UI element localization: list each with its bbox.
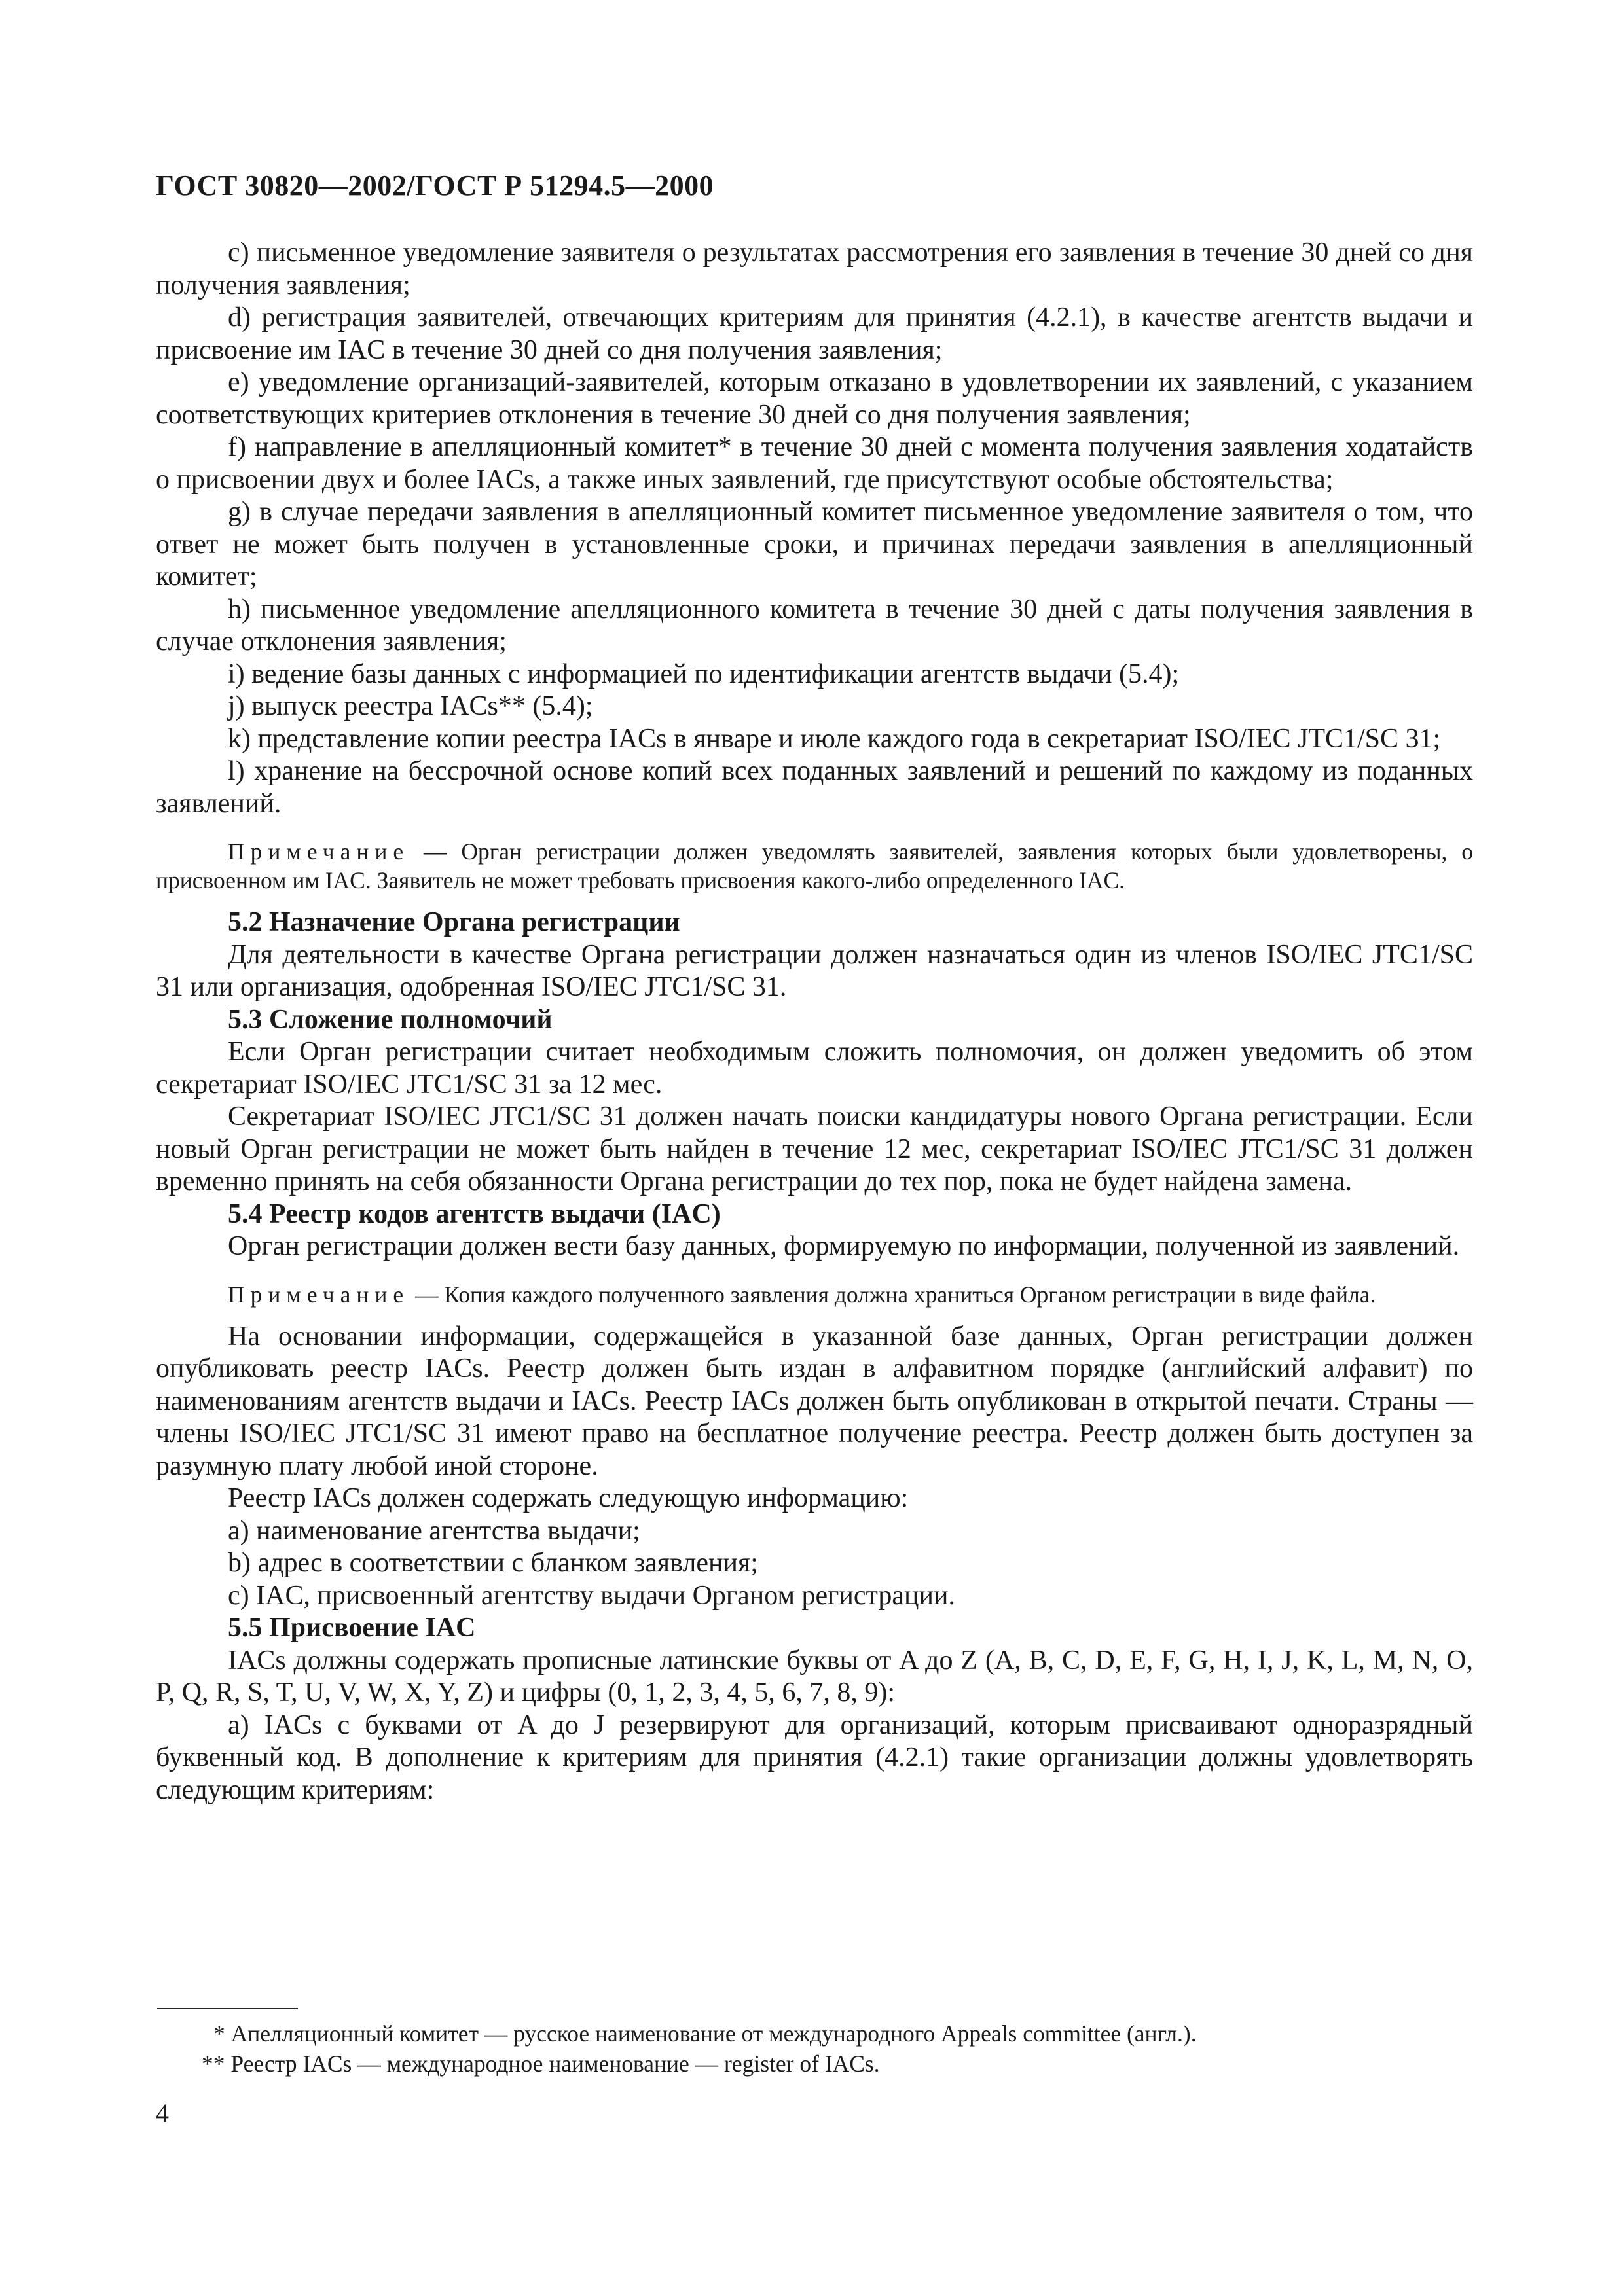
list-item-e: e) уведомление организаций-заявителей, которым отказано в удовлетворении их заявлений, с указанием соответствующих критериев отклонения в течение 30 дней со дня получения заявления; bbox=[156, 367, 1473, 430]
note-text: — Орган регистрации должен уведомлять заявителей, заявления которых были удовлетворены, о присвоенном им IAC. Заявитель не может требовать присвоения какого-либо определенного IAC. bbox=[156, 838, 1473, 893]
page-number: 4 bbox=[156, 2098, 169, 2128]
list-item-k: k) представление копии реестра IACs в январе и июле каждого года в секретариат ISO/IEC JTC1/SC 31; bbox=[228, 723, 1441, 754]
section-5-3-title: 5.3 Сложение полномочий bbox=[228, 1004, 553, 1035]
section-5-4-para-2: На основании информации, содержащейся в указанной базе данных, Орган регистрации должен опубликовать реестр IACs. Реестр должен быть издан в алфавитном порядке (английский алфавит) по наименованиям агентств выдачи и IACs. Реестр IACs должен быть опубликован в открытой печати. Страны — члены ISO/IEC JTC1/SC 31 имеют право на бесплатное получение реестра. Реестр должен быть доступен за разумную плату любой иной стороне. bbox=[156, 1321, 1473, 1481]
list-item-b: b) адрес в соответствии с бланком заявления; bbox=[228, 1548, 758, 1578]
document-body bbox=[156, 237, 1473, 1806]
section-5-4-para-1: Орган регистрации должен вести базу данных, формируемую по информации, полученной из заявлений. bbox=[228, 1231, 1460, 1261]
list-item-j: j) выпуск реестра IACs** (5.4); bbox=[228, 691, 593, 721]
list-item-d: d) регистрация заявителей, отвечающих критериям для принятия (4.2.1), в качестве агентств выдачи и присвоение им IAC в течение 30 дней со дня получения заявления; bbox=[156, 302, 1473, 365]
footnotes bbox=[156, 2018, 1473, 2079]
note-label: Примечание bbox=[228, 1281, 410, 1308]
note-label: Примечание bbox=[228, 838, 410, 865]
note-1 bbox=[156, 837, 1473, 895]
note-2 bbox=[156, 1280, 1473, 1309]
list-item-c2: c) IAC, присвоенный агентству выдачи Органом регистрации. bbox=[228, 1580, 955, 1611]
section-5-5-title: 5.5 Присвоение IAC bbox=[228, 1613, 476, 1643]
section-5-3-para-1: Если Орган регистрации считает необходимым сложить полномочия, он должен уведомить об этом секретариат ISO/IEC JTC1/SC 31 за 12 мес. bbox=[156, 1037, 1473, 1100]
section-5-4-title: 5.4 Реестр кодов агентств выдачи (IAC) bbox=[228, 1198, 721, 1229]
footnote-divider bbox=[157, 2008, 298, 2009]
note-text: — Копия каждого полученного заявления должна храниться Органом регистрации в виде файла. bbox=[409, 1281, 1376, 1308]
section-5-2-text: Для деятельности в качестве Органа регистрации должен назначаться один из членов ISO/IEC JTC1/SC 31 или организация, одобренная ISO/IEC JTC1/SC 31. bbox=[156, 939, 1473, 1002]
list-item-g: g) в случае передачи заявления в апелляционный комитет письменное уведомление заявителя о том, что ответ не может быть получен в установленные сроки, и причинах передачи заявления в апелляционный комитет; bbox=[156, 497, 1473, 592]
section-5-5-para-2: a) IACs с буквами от A до J резервируют для организаций, которым присваивают одноразрядный буквенный код. В дополнение к критериям для принятия (4.2.1) такие организации должны удовлетворять следующим критериям: bbox=[156, 1710, 1473, 1805]
list-item-a: a) наименование агентства выдачи; bbox=[228, 1515, 640, 1546]
list-item-i: i) ведение базы данных с информацией по идентификации агентств выдачи (5.4); bbox=[228, 658, 1180, 689]
section-5-4-para-3: Реестр IACs должен содержать следующую информацию: bbox=[228, 1483, 909, 1513]
list-item-l: l) хранение на бессрочной основе копий всех поданных заявлений и решений по каждому из поданных заявлений. bbox=[156, 756, 1473, 819]
section-5-5-para-1: IACs должны содержать прописные латинские буквы от A до Z (A, B, C, D, E, F, G, H, I, J, K, L, M, N, O, P, Q, R, S, T, U, V, W, X, Y, Z) и цифры (0, 1, 2, 3, 4, 5, 6, 7, 8, 9): bbox=[156, 1645, 1473, 1708]
footnote-2: ** Реестр IACs — международное наименование — register of IACs. bbox=[202, 2051, 880, 2077]
list-item-c: c) письменное уведомление заявителя о результатах рассмотрения его заявления в течение 30 дней со дня получения заявления; bbox=[156, 238, 1473, 300]
list-item-h: h) письменное уведомление апелляционного комитета в течение 30 дней с даты получения заявления в случае отклонения заявления; bbox=[156, 594, 1473, 656]
document-header: ГОСТ 30820—2002/ГОСТ Р 51294.5—2000 bbox=[156, 170, 714, 202]
list-item-f: f) направление в апелляционный комитет* в течение 30 дней с момента получения заявления ходатайств о присвоении двух и более IACs, а также иных заявлений, где присутствуют особые обстоятельства; bbox=[156, 432, 1473, 495]
section-5-3-para-2: Секретариат ISO/IEC JTC1/SC 31 должен начать поиски кандидатуры нового Органа регистрации. Если новый Орган регистрации не может быть найден в течение 12 мес, секретариат ISO/IEC JTC1/SC 31 должен временно принять на себя обязанности Органа регистрации до тех пор, пока не будет найдена замена. bbox=[156, 1102, 1473, 1196]
footnote-1: * Апелляционный комитет — русское наименование от международного Appeals committee (англ.). bbox=[213, 2020, 1197, 2047]
section-5-2-title: 5.2 Назначение Органа регистрации bbox=[228, 907, 680, 937]
